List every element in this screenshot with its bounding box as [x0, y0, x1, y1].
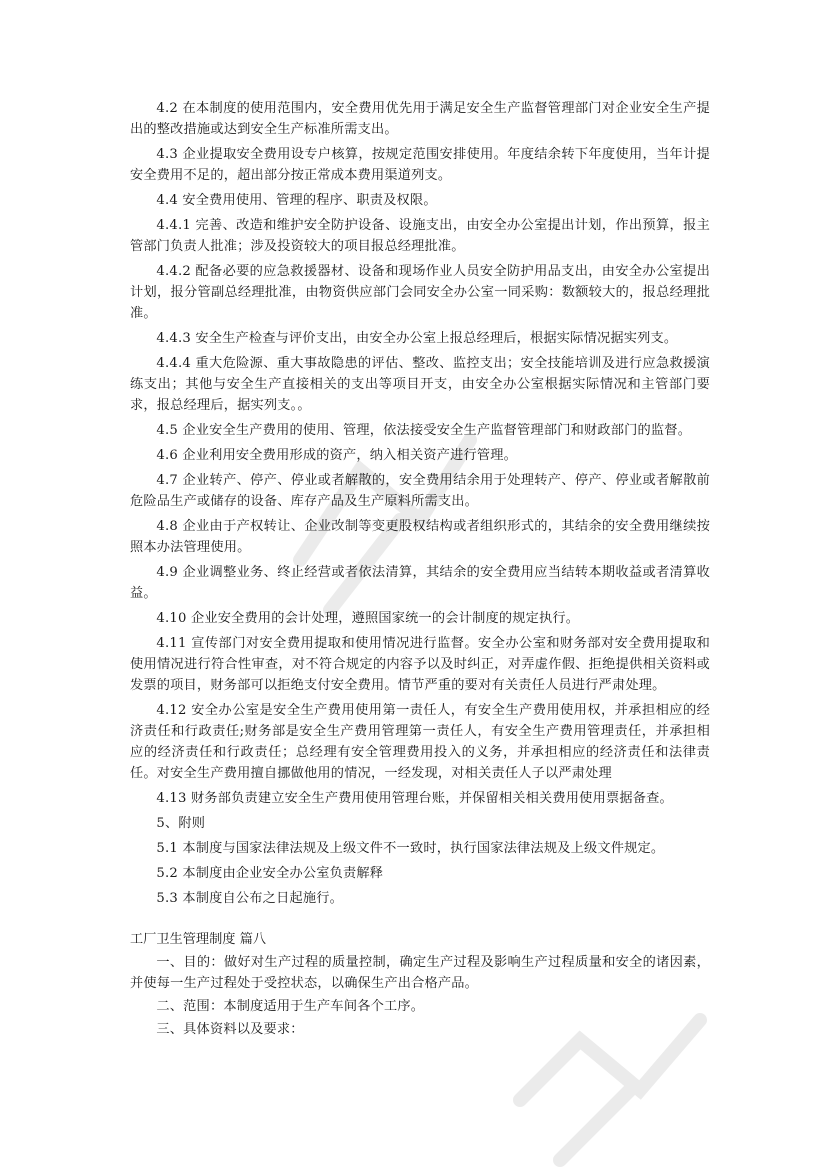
paragraph-4-4-2: 4.4.2 配备必要的应急救援器材、设备和现场作业人员安全防护用品支出，由安全办公室提出计划，报分管副总经理批准，由物资供应部门会同安全办公室一同采购：数额较大的，报总经理批准。: [130, 264, 710, 321]
section-2: [130, 929, 710, 1040]
paragraph-4-4-4: 4.4.4 重大危险源、重大事故隐患的评估、整改、监控支出；安全技能培训及进行应急救援演练支出；其他与安全生产直接相关的支出等项目开支，由安全办公室根据实际情况和主管部门要求，报总经理后，据实列支。。: [130, 356, 710, 413]
paragraph-4-6: 4.6 企业利用安全费用形成的资产，纳入相关资产进行管理。: [156, 448, 518, 463]
section-2-requirements: 三、具体资料以及要求：: [156, 1022, 304, 1037]
document-body: [130, 98, 710, 1042]
paragraph-5-1: 5.1 本制度与国家法律法规及上级文件不一致时，执行国家法律法规及上级文件规定。: [156, 841, 665, 856]
section-2-scope: 二、范围：本制度适用于生产车间各个工序。: [156, 999, 425, 1014]
paragraph-4-4-1: 4.4.1 完善、改造和维护安全防护设备、设施支出，由安全办公室提出计划，作出预算，报主管部门负责人批准；涉及投资较大的项目报总经理批准。: [130, 218, 710, 254]
paragraph-4-4-3: 4.4.3 安全生产检查与评价支出，由安全办公室上报总经理后，根据实际情况据实列支。: [156, 331, 678, 346]
heading-appendix: 5、附则: [156, 816, 206, 831]
paragraph-4-3: 4.3 企业提取安全费用设专户核算，按规定范围安排使用。年度结余转下年度使用，当年计提安全费用不足的，超出部分按正常成本费用渠道列支。: [130, 147, 710, 183]
paragraph-5-3: 5.3 本制度自公布之日起施行。: [156, 891, 344, 906]
section-2-purpose: 一、目的：做好对生产过程的质量控制，确定生产过程及影响生产过程质量和安全的诸因素，并使每一生产过程处于受控状态，以确保生产出合格产品。: [130, 955, 710, 991]
paragraph-4-8: 4.8 企业由于产权转让、企业改制等变更股权结构或者组织形式的，其结余的安全费用继续按照本办法管理使用。: [130, 519, 710, 555]
paragraph-4-4: 4.4 安全费用使用、管理的程序、职责及权限。: [156, 193, 437, 208]
paragraph-4-11: 4.11 宣传部门对安全费用提取和使用情况进行监督。安全办公室和财务部对安全费用提取和使用情况进行符合性审查，对不符合规定的内容予以及时纠正，对弄虚作假、拒绝提供相关资料或发票的项目，财务部可以拒绝支付安全费用。情节严重的要对有关责任人员进行严肃处理。: [130, 636, 710, 693]
section-2-title: 工厂卫生管理制度 篇八: [130, 932, 267, 947]
paragraph-4-7: 4.7 企业转产、停产、停业或者解散的，安全费用结余用于处理转产、停产、停业或者解散前危险品生产或储存的设备、库存产品及生产原料所需支出。: [130, 473, 710, 509]
paragraph-5-2: 5.2 本制度由企业安全办公室负责解释: [156, 866, 384, 881]
paragraph-4-13: 4.13 财务部负责建立安全生产费用使用管理台账，并保留相关相关费用使用票据备查。: [156, 791, 673, 806]
paragraph-4-2: 4.2 在本制度的使用范围内，安全费用优先用于满足安全生产监督管理部门对企业安全生产提出的整改措施或达到安全生产标准所需支出。: [130, 101, 710, 137]
paragraph-4-12: 4.12 安全办公室是安全生产费用使用第一责任人，有安全生产费用使用权，并承担相应的经济责任和行政责任;财务部是安全生产费用管理第一责任人，有安全生产费用管理责任，并承担相应的经济责任和行政责任；总经理有安全管理费用投入的义务，并承担相应的经济责任和法律责任。对安全生产费用擅自挪做他用的情况，一经发现，对相关责任人子以严肃处理: [130, 703, 710, 781]
paragraph-4-10: 4.10 企业安全费用的会计处理，遵照国家统一的会计制度的规定执行。: [156, 611, 580, 626]
paragraph-4-9: 4.9 企业调整业务、终止经营或者依法清算，其结余的安全费用应当结转本期收益或者清算收益。: [130, 565, 710, 601]
paragraph-4-5: 4.5 企业安全生产费用的使用、管理，依法接受安全生产监督管理部门和财政部门的监督。: [156, 423, 692, 438]
